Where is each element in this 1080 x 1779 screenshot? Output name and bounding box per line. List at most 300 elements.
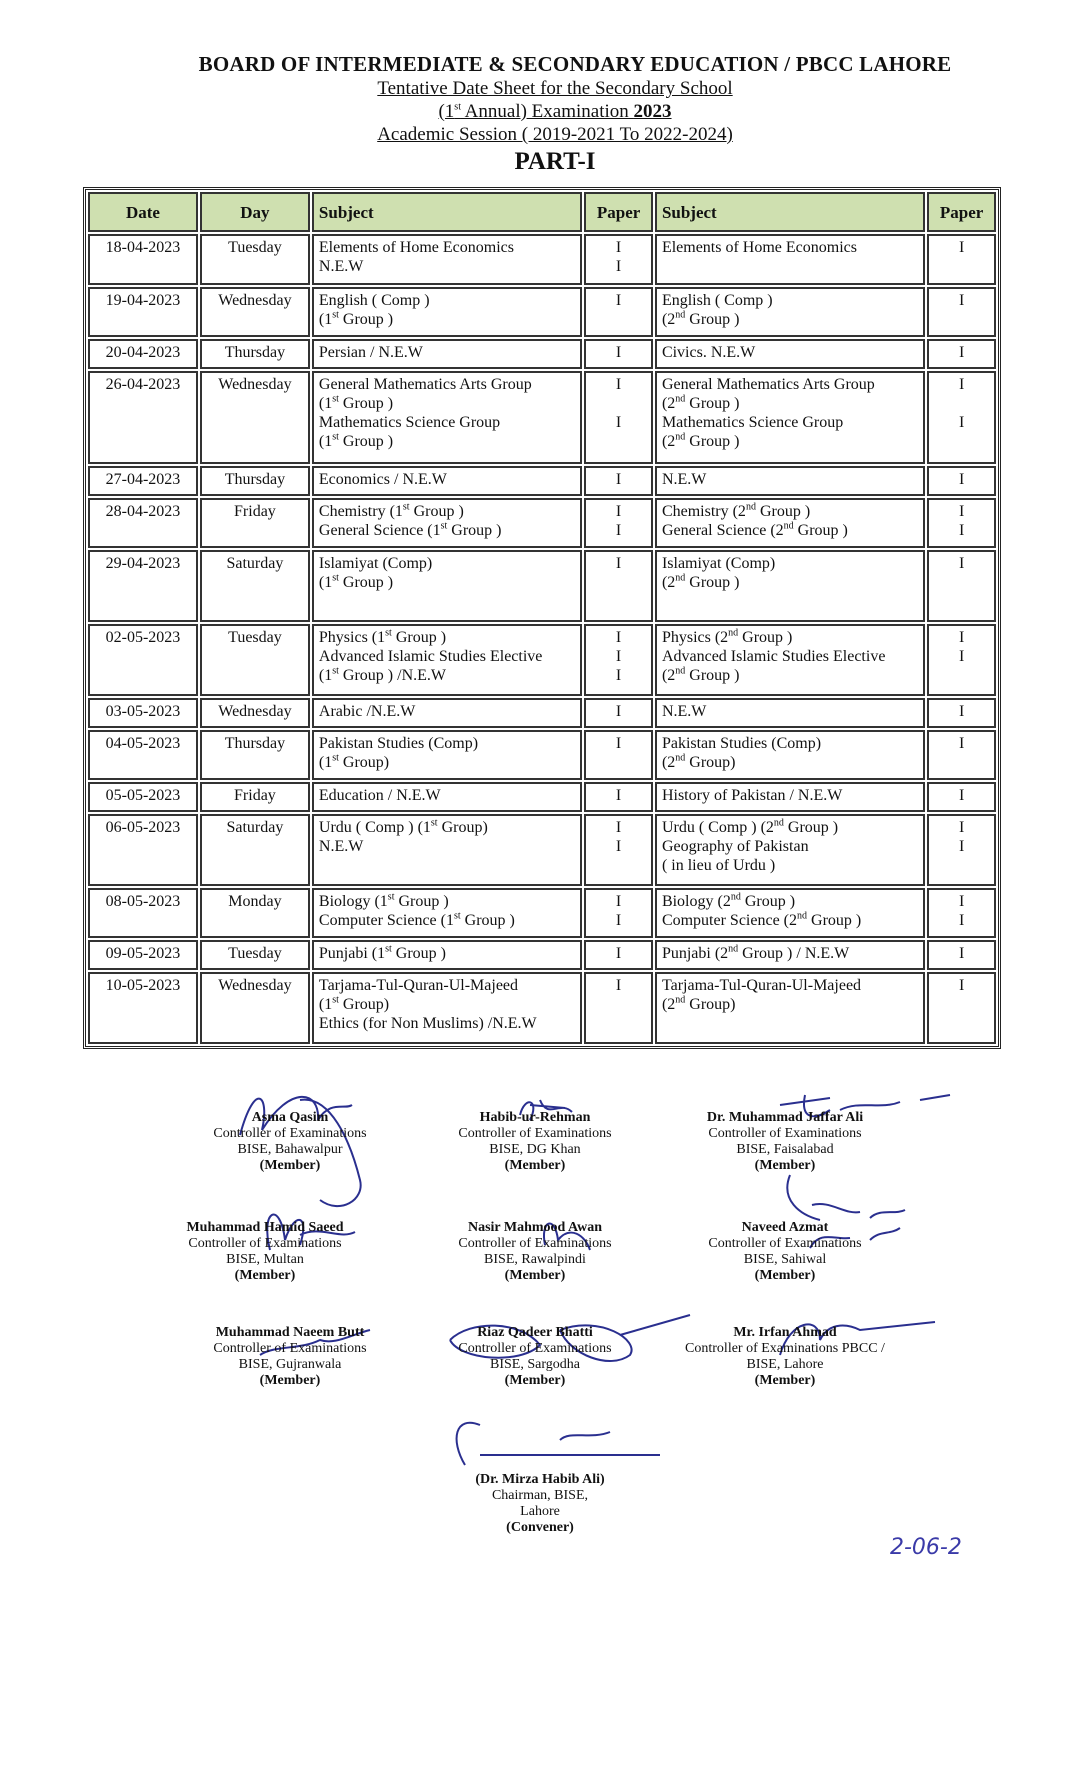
handwritten-date: 2-06-2 xyxy=(890,1535,962,1560)
day-line: Wednesday xyxy=(218,977,292,995)
day-cell xyxy=(200,814,310,886)
subject-line: ( in lieu of Urdu ) xyxy=(661,857,776,875)
header-paper-1: Paper xyxy=(584,192,653,232)
table-row xyxy=(88,698,996,728)
paper-cell xyxy=(584,371,653,464)
day-cell xyxy=(200,339,310,369)
subject-line: (1st Group) xyxy=(318,752,390,771)
subject-line: Biology (2nd Group ) xyxy=(661,891,796,910)
paper-line xyxy=(934,432,989,451)
document-header xyxy=(0,52,1080,176)
day-line: Tuesday xyxy=(228,629,282,647)
paper-cell xyxy=(927,234,996,285)
table-row xyxy=(88,339,996,369)
table-row xyxy=(88,287,996,338)
subject-line: General Mathematics Arts Group xyxy=(661,376,875,394)
subject-line: Advanced Islamic Studies Elective xyxy=(661,648,886,666)
day-cell xyxy=(200,287,310,338)
subject-line: (1st Group ) xyxy=(318,309,394,328)
signatory-block xyxy=(655,1220,915,1284)
table-row xyxy=(88,466,996,496)
paper-line: I xyxy=(615,892,622,910)
paper-line: I xyxy=(615,787,622,805)
signatory-name: Asma Qasim xyxy=(251,1110,329,1125)
paper-line: I xyxy=(958,629,965,647)
table-row xyxy=(88,940,996,970)
subject-cell xyxy=(655,940,925,970)
subject-cell xyxy=(312,940,582,970)
subject-line: N.E.W xyxy=(661,702,707,720)
date-cell xyxy=(88,782,198,812)
subject-line: Punjabi (2nd Group ) / N.E.W xyxy=(661,944,850,963)
date-cell xyxy=(88,940,198,970)
paper-cell xyxy=(584,287,653,338)
table-row xyxy=(88,888,996,939)
date-line: 29-04-2023 xyxy=(105,555,181,573)
date-cell xyxy=(88,624,198,696)
header-subject-2: Subject xyxy=(655,192,925,232)
paper-line: I xyxy=(615,629,622,647)
datesheet-title: Tentative Date Sheet for the Secondary School xyxy=(377,78,733,99)
subject-line: Computer Science (1st Group ) xyxy=(318,910,515,929)
header-paper-2: Paper xyxy=(927,192,996,232)
paper-cell xyxy=(927,730,996,781)
date-line: 03-05-2023 xyxy=(105,702,181,720)
signatory-title: Controller of Examinations xyxy=(213,1341,367,1356)
date-cell xyxy=(88,972,198,1044)
paper-cell xyxy=(927,466,996,496)
day-line: Wednesday xyxy=(218,376,292,394)
table-row xyxy=(88,814,996,886)
table-row xyxy=(88,624,996,696)
subject-cell xyxy=(655,498,925,549)
paper-cell xyxy=(927,888,996,939)
paper-cell xyxy=(584,550,653,622)
chairman-role: (Convener) xyxy=(506,1520,574,1535)
paper-cell xyxy=(584,814,653,886)
paper-cell xyxy=(927,940,996,970)
date-line: 05-05-2023 xyxy=(105,787,181,805)
paper-line xyxy=(934,394,989,413)
table-row xyxy=(88,972,996,1044)
day-line: Thursday xyxy=(224,734,286,752)
subject-cell xyxy=(655,888,925,939)
day-cell xyxy=(200,466,310,496)
subject-line: (2nd Group ) xyxy=(661,393,740,413)
exam-title: (1st Annual) Examination 2023 xyxy=(438,101,672,122)
signatory-role: (Member) xyxy=(259,1158,321,1173)
paper-cell xyxy=(584,940,653,970)
signatory-name: Naveed Azmat xyxy=(741,1220,829,1235)
subject-cell xyxy=(655,550,925,622)
paper-line: I xyxy=(958,521,965,539)
subject-line: Urdu ( Comp ) (2nd Group ) xyxy=(661,817,839,837)
signatory-org: BISE, Multan xyxy=(226,1252,304,1267)
paper-line: I xyxy=(615,977,622,995)
subject-cell xyxy=(655,624,925,696)
subject-line: General Mathematics Arts Group xyxy=(318,376,532,394)
subject-line: Education / N.E.W xyxy=(318,787,441,805)
subject-line: Geography of Pakistan xyxy=(661,838,809,856)
signatory-title: Controller of Examinations xyxy=(213,1126,367,1141)
paper-line: I xyxy=(615,734,622,752)
subject-line: General Science (2nd Group ) xyxy=(661,520,848,539)
day-cell xyxy=(200,730,310,781)
paper-cell xyxy=(927,624,996,696)
signatory-org: BISE, Gujranwala xyxy=(238,1357,342,1372)
day-line: Wednesday xyxy=(218,702,292,720)
signatory-role: (Member) xyxy=(754,1158,816,1173)
subject-cell xyxy=(655,466,925,496)
day-line: Tuesday xyxy=(228,945,282,963)
signatory-block xyxy=(160,1110,420,1174)
table-row xyxy=(88,371,996,464)
day-cell xyxy=(200,698,310,728)
signatory-org: BISE, DG Khan xyxy=(489,1142,581,1157)
date-line: 10-05-2023 xyxy=(105,977,181,995)
paper-line: I xyxy=(958,945,965,963)
paper-cell xyxy=(584,624,653,696)
paper-cell xyxy=(927,550,996,622)
paper-line: I xyxy=(958,702,965,720)
signatory-title: Controller of Examinations xyxy=(458,1236,612,1251)
paper-line: I xyxy=(615,414,622,432)
subject-line: English ( Comp ) xyxy=(318,291,430,309)
subject-cell xyxy=(655,371,925,464)
date-line: 20-04-2023 xyxy=(105,344,181,362)
date-line: 06-05-2023 xyxy=(105,819,181,837)
subject-line: N.E.W xyxy=(318,838,364,856)
signatory-block xyxy=(405,1220,665,1284)
date-sheet-table xyxy=(83,187,1001,1049)
paper-line: I xyxy=(615,667,622,685)
signatory-title: Controller of Examinations xyxy=(458,1126,612,1141)
signatory-title: Controller of Examinations xyxy=(708,1126,862,1141)
date-cell xyxy=(88,466,198,496)
subject-cell xyxy=(312,234,582,285)
date-line: 19-04-2023 xyxy=(105,291,181,309)
paper-line: I xyxy=(615,648,622,666)
day-line: Friday xyxy=(234,502,276,520)
signatory-role: (Member) xyxy=(234,1268,296,1283)
header-subject-1: Subject xyxy=(312,192,582,232)
signatory-block xyxy=(160,1325,420,1389)
table-row xyxy=(88,730,996,781)
subject-cell xyxy=(312,730,582,781)
subject-line: (2nd Group) xyxy=(661,752,736,771)
signatory-name: Muhammad Naeem Butt xyxy=(215,1325,365,1340)
subject-line: Chemistry (1st Group ) xyxy=(318,501,464,520)
table-row xyxy=(88,550,996,622)
paper-line: I xyxy=(958,555,965,573)
subject-line: Computer Science (2nd Group ) xyxy=(661,910,862,929)
board-title: BOARD OF INTERMEDIATE & SECONDARY EDUCATION / PBCC LAHORE xyxy=(198,52,952,76)
subject-line: (2nd Group ) xyxy=(661,573,740,592)
subject-line: English ( Comp ) xyxy=(661,291,773,309)
table-header-row xyxy=(88,192,996,232)
day-cell xyxy=(200,888,310,939)
paper-line xyxy=(591,432,646,451)
signatory-org: BISE, Sargodha xyxy=(490,1357,580,1372)
subject-line: Tarjama-Tul-Quran-Ul-Majeed xyxy=(318,977,519,995)
paper-cell xyxy=(927,972,996,1044)
table-row xyxy=(88,234,996,285)
signatory-title: Controller of Examinations xyxy=(188,1236,342,1251)
header-date: Date xyxy=(88,192,198,232)
subject-line: Economics / N.E.W xyxy=(318,470,447,488)
signatory-org: BISE, Rawalpindi xyxy=(484,1252,586,1267)
signatory-block xyxy=(655,1325,915,1389)
paper-cell xyxy=(584,698,653,728)
date-line: 27-04-2023 xyxy=(105,470,181,488)
day-cell xyxy=(200,234,310,285)
chairman-title: Chairman, BISE, xyxy=(491,1488,589,1503)
paper-line xyxy=(591,394,646,413)
paper-cell xyxy=(584,466,653,496)
paper-cell xyxy=(927,371,996,464)
subject-cell xyxy=(312,698,582,728)
paper-line: I xyxy=(958,787,965,805)
paper-line: I xyxy=(958,911,965,929)
subject-cell xyxy=(655,339,925,369)
subject-line: Elements of Home Economics xyxy=(318,239,514,256)
date-cell xyxy=(88,287,198,338)
subject-cell xyxy=(312,972,582,1044)
subject-line: (1st Group ) /N.E.W xyxy=(318,665,446,685)
subject-line: Pakistan Studies (Comp) xyxy=(318,734,479,752)
paper-line: I xyxy=(615,838,622,856)
subject-line: Mathematics Science Group xyxy=(318,414,501,432)
subject-cell xyxy=(655,234,925,285)
paper-line: I xyxy=(615,521,622,539)
subject-line: History of Pakistan / N.E.W xyxy=(661,787,843,805)
paper-line: I xyxy=(615,702,622,720)
subject-line: Pakistan Studies (Comp) xyxy=(661,734,822,752)
date-line: 26-04-2023 xyxy=(105,376,181,394)
table-row xyxy=(88,782,996,812)
signatory-role: (Member) xyxy=(504,1268,566,1283)
subject-cell xyxy=(655,814,925,886)
subject-cell xyxy=(312,782,582,812)
signatory-role: (Member) xyxy=(754,1373,816,1388)
paper-line: I xyxy=(615,502,622,520)
signatory-name: Habib-ur-Rehman xyxy=(479,1110,591,1125)
date-cell xyxy=(88,371,198,464)
subject-line: (2nd Group ) xyxy=(661,309,740,328)
chairman-block xyxy=(410,1472,670,1536)
subject-cell xyxy=(312,498,582,549)
subject-line: Physics (2nd Group ) xyxy=(661,627,793,647)
signatory-title: Controller of Examinations PBCC / xyxy=(685,1341,885,1356)
subject-cell xyxy=(655,972,925,1044)
subject-cell xyxy=(655,730,925,781)
date-cell xyxy=(88,550,198,622)
subject-line: Persian / N.E.W xyxy=(318,344,423,362)
subject-line: Biology (1st Group ) xyxy=(318,891,449,910)
paper-line xyxy=(591,592,646,611)
date-cell xyxy=(88,730,198,781)
subject-line: (2nd Group ) xyxy=(661,665,740,685)
academic-session: Academic Session ( 2019-2021 To 2022-2024) xyxy=(377,124,733,145)
subject-line: (1st Group ) xyxy=(318,431,394,451)
signatory-role: (Member) xyxy=(504,1158,566,1173)
paper-cell xyxy=(927,287,996,338)
subject-line: (2nd Group) xyxy=(661,994,736,1014)
paper-line: I xyxy=(958,892,965,910)
subject-line: (1st Group) xyxy=(318,994,390,1014)
signatory-name: Dr. Muhammad Jaffar Ali xyxy=(706,1110,864,1125)
signatory-org: BISE, Lahore xyxy=(746,1357,824,1372)
subject-line: (2nd Group ) xyxy=(661,431,740,451)
day-line: Tuesday xyxy=(228,239,282,256)
signatory-title: Controller of Examinations xyxy=(458,1341,612,1356)
paper-line: I xyxy=(958,376,965,394)
day-cell xyxy=(200,972,310,1044)
day-cell xyxy=(200,624,310,696)
subject-cell xyxy=(655,782,925,812)
paper-line: I xyxy=(615,258,622,275)
paper-line: I xyxy=(958,734,965,752)
date-cell xyxy=(88,698,198,728)
paper-line: I xyxy=(958,648,965,666)
signatory-name: Mr. Irfan Ahmad xyxy=(733,1325,837,1340)
date-line: 28-04-2023 xyxy=(105,502,181,520)
chairman-org: Lahore xyxy=(520,1504,560,1519)
paper-line: I xyxy=(958,819,965,837)
subject-line: General Science (1st Group ) xyxy=(318,520,502,539)
paper-line: I xyxy=(958,239,965,256)
subject-cell xyxy=(655,698,925,728)
paper-cell xyxy=(927,498,996,549)
subject-cell xyxy=(312,550,582,622)
paper-cell xyxy=(927,339,996,369)
paper-line: I xyxy=(958,344,965,362)
day-line: Friday xyxy=(234,787,276,805)
signatory-block xyxy=(135,1220,395,1284)
subject-line: Tarjama-Tul-Quran-Ul-Majeed xyxy=(661,977,862,995)
signatory-role: (Member) xyxy=(754,1268,816,1283)
signatory-title: Controller of Examinations xyxy=(708,1236,862,1251)
signatory-org: BISE, Faisalabad xyxy=(736,1142,834,1157)
day-cell xyxy=(200,550,310,622)
subject-cell xyxy=(312,814,582,886)
signatory-org: BISE, Bahawalpur xyxy=(237,1142,343,1157)
paper-line: I xyxy=(958,502,965,520)
day-cell xyxy=(200,498,310,549)
paper-line: I xyxy=(615,819,622,837)
subject-line: Chemistry (2nd Group ) xyxy=(661,501,811,520)
paper-line: I xyxy=(615,291,622,309)
table-row xyxy=(88,498,996,549)
day-line: Thursday xyxy=(224,344,286,362)
subject-line: Arabic /N.E.W xyxy=(318,702,416,720)
chairman-name: (Dr. Mirza Habib Ali) xyxy=(475,1472,605,1487)
paper-line: I xyxy=(615,376,622,394)
day-line: Saturday xyxy=(226,819,284,837)
signatory-org: BISE, Sahiwal xyxy=(743,1252,827,1267)
date-cell xyxy=(88,339,198,369)
date-line: 09-05-2023 xyxy=(105,945,181,963)
paper-line xyxy=(591,573,646,592)
signatory-role: (Member) xyxy=(504,1373,566,1388)
subject-cell xyxy=(655,287,925,338)
signatory-block xyxy=(405,1325,665,1389)
signatory-block xyxy=(405,1110,665,1174)
subject-line: Islamiyat (Comp) xyxy=(318,555,433,573)
subject-cell xyxy=(312,624,582,696)
date-cell xyxy=(88,888,198,939)
paper-line: I xyxy=(958,977,965,995)
subject-line: Punjabi (1st Group ) xyxy=(318,944,447,963)
day-cell xyxy=(200,782,310,812)
paper-cell xyxy=(584,782,653,812)
paper-cell xyxy=(584,972,653,1044)
day-line: Monday xyxy=(228,892,282,910)
subject-cell xyxy=(312,287,582,338)
signatory-name: Riaz Qadeer Bhatti xyxy=(477,1325,593,1340)
part-title: PART-I xyxy=(514,148,596,175)
day-line: Wednesday xyxy=(218,291,292,309)
day-cell xyxy=(200,940,310,970)
subject-line: Advanced Islamic Studies Elective xyxy=(318,648,543,666)
paper-cell xyxy=(584,498,653,549)
paper-line: I xyxy=(958,414,965,432)
signatory-block xyxy=(655,1110,915,1174)
paper-line: I xyxy=(958,470,965,488)
subject-cell xyxy=(312,371,582,464)
paper-cell xyxy=(584,339,653,369)
paper-cell xyxy=(927,782,996,812)
paper-cell xyxy=(584,234,653,285)
paper-cell xyxy=(584,888,653,939)
date-line: 04-05-2023 xyxy=(105,734,181,752)
day-cell xyxy=(200,371,310,464)
subject-line: (1st Group ) xyxy=(318,573,394,592)
subject-line: (1st Group ) xyxy=(318,393,394,413)
date-cell xyxy=(88,814,198,886)
subject-line: Islamiyat (Comp) xyxy=(661,555,776,573)
subject-cell xyxy=(312,339,582,369)
date-line: 02-05-2023 xyxy=(105,629,181,647)
paper-line: I xyxy=(958,838,965,856)
date-cell xyxy=(88,498,198,549)
paper-line: I xyxy=(615,911,622,929)
signatory-name: Muhammad Hamid Saeed xyxy=(186,1220,344,1235)
subject-line: Mathematics Science Group xyxy=(661,414,844,432)
subject-line: N.E.W xyxy=(661,470,707,488)
signatory-name: Nasir Mahmood Awan xyxy=(467,1220,603,1235)
subject-line: Civics. N.E.W xyxy=(661,344,756,362)
paper-line: I xyxy=(615,239,622,256)
paper-line: I xyxy=(615,470,622,488)
subject-cell xyxy=(312,466,582,496)
subject-cell xyxy=(312,888,582,939)
day-line: Thursday xyxy=(224,470,286,488)
paper-line: I xyxy=(615,945,622,963)
paper-line: I xyxy=(615,344,622,362)
subject-line: Urdu ( Comp ) (1st Group) xyxy=(318,817,488,837)
subject-line: N.E.W xyxy=(318,258,364,275)
paper-cell xyxy=(584,730,653,781)
day-line: Saturday xyxy=(226,555,284,573)
paper-cell xyxy=(927,698,996,728)
signatory-role: (Member) xyxy=(259,1373,321,1388)
date-line: 08-05-2023 xyxy=(105,892,181,910)
paper-line: I xyxy=(958,291,965,309)
subject-line: Ethics (for Non Muslims) /N.E.W xyxy=(318,1015,537,1033)
subject-line: Elements of Home Economics xyxy=(661,239,857,256)
paper-line: I xyxy=(615,555,622,573)
